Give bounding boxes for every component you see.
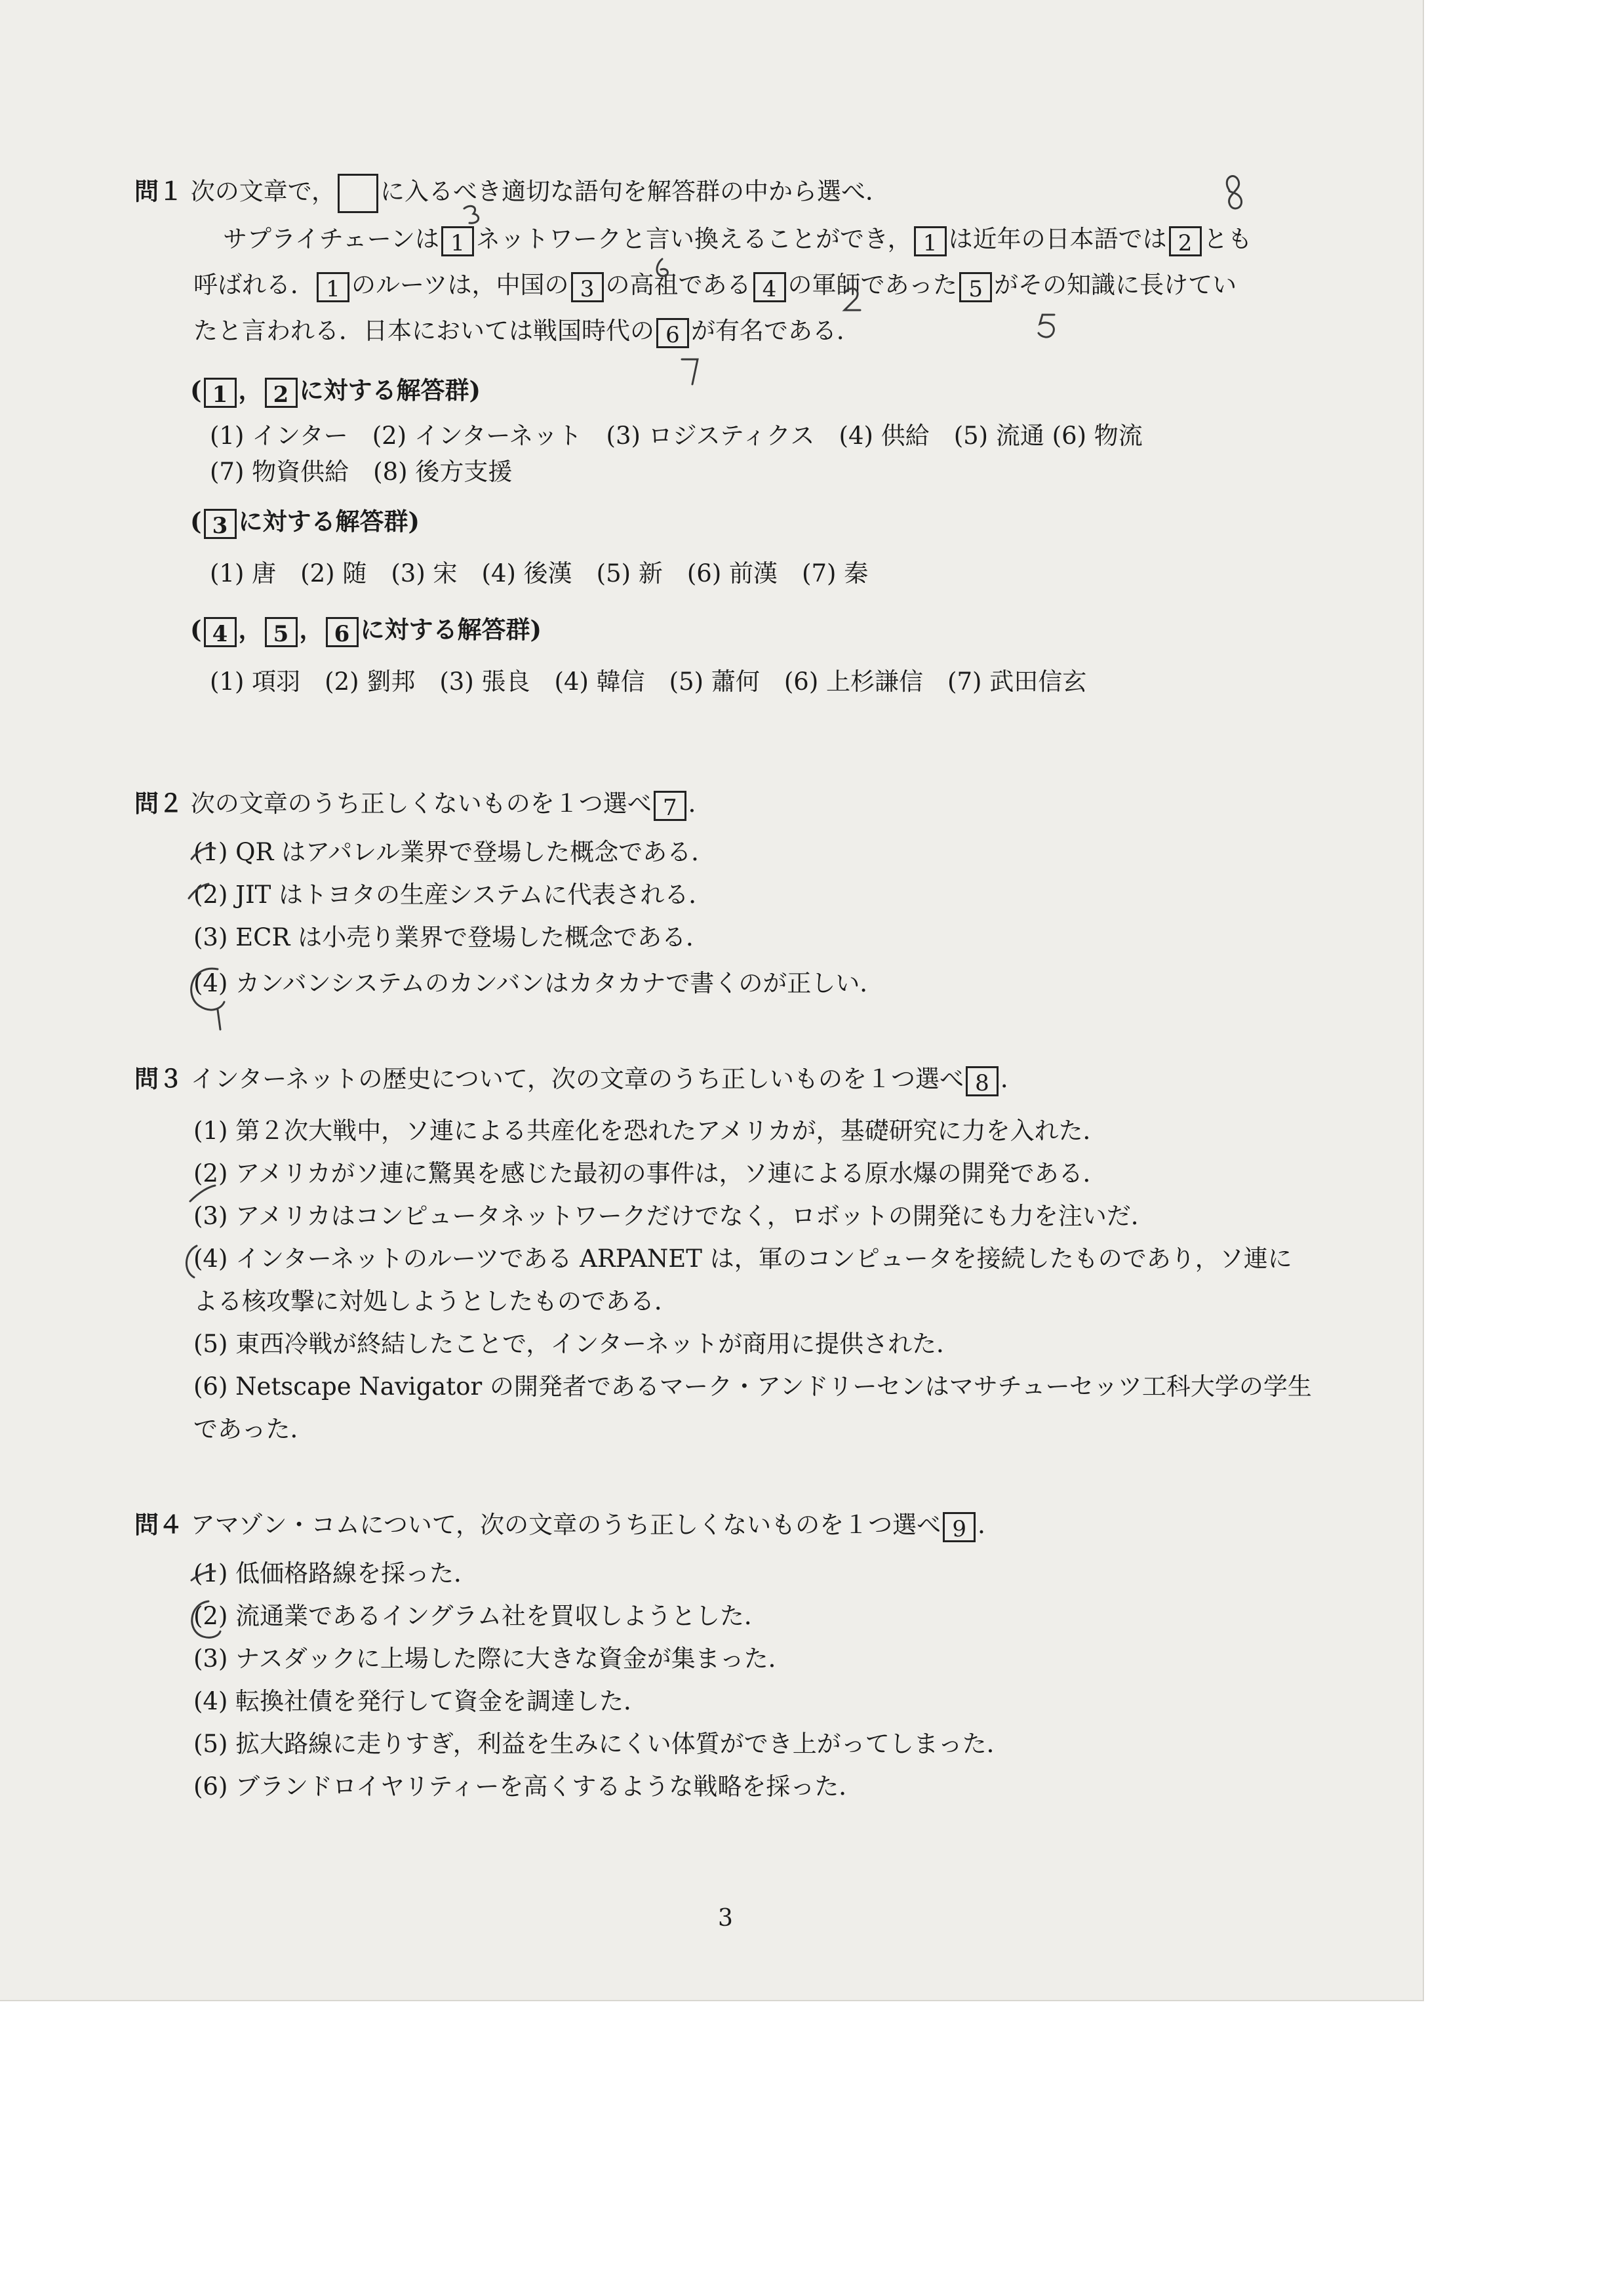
q1-label: 問１ [134, 176, 183, 206]
answer-box-2: 2 [1169, 226, 1202, 256]
text: とも [1203, 225, 1252, 253]
text: のルーツは，中国の [351, 271, 569, 299]
hand-mark [1039, 315, 1054, 337]
q1-group1-options-2: (7) 物資供給 (8) 後方支援 [210, 458, 513, 486]
text: ， [238, 376, 263, 405]
q3-line: (4) インターネットのルーツである ARPANET は，軍のコンピュータを接続したものであり，ソ連に [193, 1245, 1292, 1273]
q4-option-1: (1) 低価格路線を採った． [193, 1559, 479, 1587]
hand-mark [682, 359, 698, 384]
q1-prompt-a: 次の文章で， [190, 177, 336, 206]
answer-box-3: 3 [571, 272, 604, 302]
q1-group2-options: (1) 唐 (2) 随 (3) 宋 (4) 後漢 (5) 新 (6) 前漢 (7) 秦 [210, 559, 869, 588]
q4-option-4: (4) 転換社債を発行して資金を調達した． [193, 1687, 648, 1715]
q1-prompt-b: に入るべき適切な語句を解答群の中から選べ． [380, 177, 890, 206]
page-number: 3 [718, 1905, 733, 1932]
text: の高祖である [605, 271, 751, 299]
hand-mark [1227, 176, 1241, 209]
q3-line: (2) アメリカがソ連に驚異を感じた最初の事件は，ソ連による原水爆の開発である． [193, 1159, 1107, 1187]
text: に対する解答群) [360, 615, 542, 644]
text: が有名である． [691, 317, 861, 345]
answer-box-6: 6 [326, 617, 359, 647]
answer-box-9: 9 [943, 1512, 976, 1542]
text: ． [688, 789, 713, 818]
q3-line: (1) 第２次大戦中，ソ連による共産化を恐れたアメリカが，基礎研究に力を入れた． [193, 1117, 1107, 1145]
q4-heading [134, 1508, 1002, 1542]
q3-line: (5) 東西冷戦が終結したことで，インターネットが商用に提供された． [193, 1330, 961, 1358]
q2-prompt: 次の文章のうち正しくないものを１つ選べ [190, 789, 652, 818]
q1-group3-options: (1) 項羽 (2) 劉邦 (3) 張良 (4) 韓信 (5) 蕭何 (6) 上杉謙信 (7) 武田信玄 [210, 668, 1087, 696]
text: は近年の日本語では [948, 225, 1167, 253]
q3-line: であった． [193, 1415, 315, 1443]
q2-heading [134, 787, 713, 821]
q1-para-line3 [193, 315, 861, 348]
q4-option-6: (6) ブランドロイヤリティーを高くするような戦略を採った． [193, 1772, 863, 1801]
answer-box-3: 3 [204, 509, 237, 539]
text: ( [190, 615, 202, 644]
q4-option-5: (5) 拡大路線に走りすぎ，利益を生みにくい体質ができ上がってしまった． [193, 1730, 1011, 1758]
answer-box-4: 4 [753, 272, 786, 302]
q1-group3-title [190, 613, 542, 647]
q3-heading [134, 1062, 1025, 1096]
q2-option-2: (2) JIT はトヨタの生産システムに代表される． [193, 881, 713, 909]
answer-box-1: 1 [204, 378, 237, 408]
text: ネットワークと言い換えることができ， [476, 225, 912, 253]
q1-para-line2 [193, 269, 1237, 302]
text: たと言われる．日本においては戦国時代の [193, 317, 654, 345]
q3-line: (3) アメリカはコンピュータネットワークだけでなく，ロボットの開発にも力を注いだ． [193, 1202, 1155, 1230]
q1-group1-title [190, 374, 481, 408]
q3-label: 問３ [134, 1064, 183, 1093]
blank-box [338, 174, 378, 213]
q2-option-4: (4) カンバンシステムのカンバンはカタカナで書くのが正しい． [193, 969, 884, 997]
text: の軍師であった [787, 271, 958, 299]
hand-mark [218, 1010, 220, 1029]
answer-box-1: 1 [441, 226, 474, 256]
answer-box-7: 7 [654, 791, 686, 821]
q1-group2-title [190, 505, 420, 539]
q3-line: よる核攻撃に対処しようとしたものである． [193, 1287, 679, 1315]
q2-option-1: (1) QR はアパレル業界で登場した概念である． [193, 838, 716, 866]
text: サプライチェーンは [223, 225, 440, 253]
answer-box-8: 8 [966, 1066, 999, 1096]
text: ( [190, 507, 202, 536]
q1-heading [134, 174, 890, 213]
text: ， [299, 615, 324, 644]
q3-prompt: インターネットの歴史について，次の文章のうち正しいものを１つ選べ [190, 1065, 964, 1093]
q4-option-2: (2) 流通業であるイングラム社を買収しようとした． [193, 1602, 769, 1630]
q1-para-line1 [223, 223, 1252, 256]
text: ( [190, 376, 202, 405]
text: 呼ばれる． [193, 271, 315, 299]
q4-option-3: (3) ナスダックに上場した際に大きな資金が集まった． [193, 1645, 793, 1673]
answer-box-1: 1 [914, 226, 947, 256]
q4-label: 問４ [134, 1510, 183, 1539]
text: ， [238, 615, 263, 644]
text: に対する解答群) [299, 376, 481, 405]
answer-box-6: 6 [656, 318, 689, 348]
text: がその知識に長けてい [994, 271, 1237, 299]
text: ． [978, 1511, 1002, 1539]
answer-box-1: 1 [317, 272, 349, 302]
q1-group1-options-1: (1) インター (2) インターネット (3) ロジスティクス (4) 供給 (5) 流通 (6) 物流 [210, 422, 1143, 450]
q2-option-3: (3) ECR は小売り業界で登場した概念である． [193, 923, 711, 951]
answer-box-5: 5 [265, 617, 298, 647]
text: に対する解答群) [238, 507, 420, 536]
answer-box-4: 4 [204, 617, 237, 647]
q3-line: (6) Netscape Navigator の開発者であるマーク・アンドリーセンはマサチューセッツ工科大学の学生 [193, 1372, 1312, 1401]
answer-box-2: 2 [265, 378, 298, 408]
answer-box-5: 5 [959, 272, 992, 302]
q4-prompt: アマゾン・コムについて，次の文章のうち正しくないものを１つ選べ [190, 1511, 941, 1539]
text: ． [1000, 1065, 1025, 1093]
q2-label: 問２ [134, 789, 183, 818]
